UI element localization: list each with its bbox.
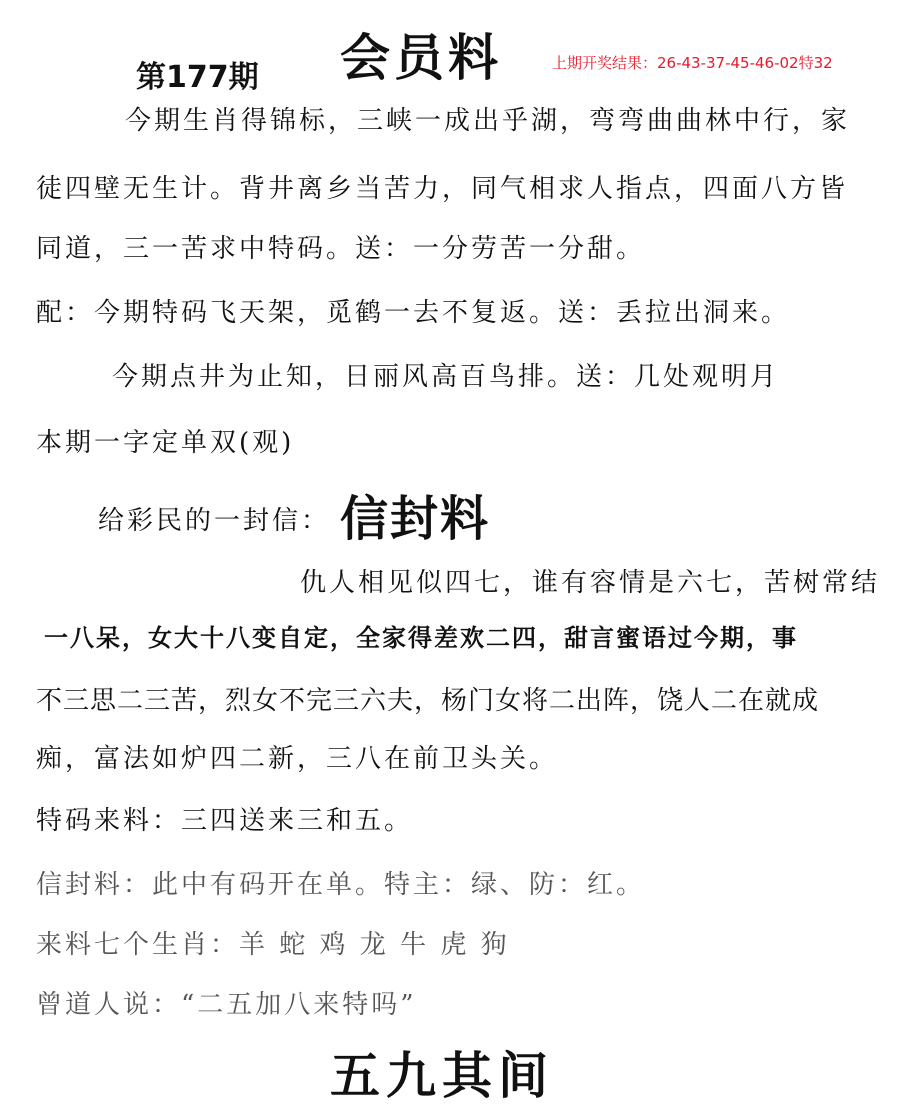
- poem-line-2: 徒四壁无生计。背井离乡当苦力，同气相求人指点，四面八方皆: [36, 174, 849, 204]
- single-double-line: 本期一字定单双(观): [36, 428, 295, 458]
- letter-line-1: 仇人相见似四七，谁有容情是六七，苦树常结: [300, 568, 881, 598]
- poem-line-3: 同道，三一苦求中特码。送：一分劳苦一分甜。: [36, 234, 646, 264]
- footer-hint: 五九其间: [330, 1046, 554, 1105]
- riddle-line: 今期点井为止知，日丽风高百鸟排。送：几处观明月: [112, 362, 780, 392]
- letter-line-4: 痴，富法如炉四二新，三八在前卫头关。: [36, 744, 559, 774]
- page-title: 会员料: [340, 28, 502, 87]
- poem-line-1: 今期生肖得锦标，三峡一成出乎湖，弯弯曲曲林中行，家: [125, 106, 851, 136]
- last-draw-result: 上期开奖结果：26-43-37-45-46-02特32: [552, 54, 833, 72]
- letter-intro: 给彩民的一封信：: [98, 506, 331, 536]
- envelope-line: 信封料：此中有码开在单。特主：绿、防：红。: [36, 870, 646, 900]
- special-code-line: 特码来料：三四送来三和五。: [36, 806, 414, 836]
- pair-line: 配：今期特码飞天架，觅鹤一去不复返。送：丢拉出洞来。: [36, 298, 791, 328]
- letter-title: 信封料: [340, 491, 491, 547]
- letter-line-3: 不三思二三苦，烈女不完三六夫，杨门女将二出阵，饶人二在就成: [36, 686, 820, 716]
- letter-line-2: 一八呆，女大十八变自定，全家得差欢二四，甜言蜜语过今期，事: [44, 623, 798, 652]
- taoist-line: 曾道人说：“二五加八来特吗”: [36, 990, 417, 1020]
- zodiac-line: 来料七个生肖：羊 蛇 鸡 龙 牛 虎 狗: [36, 930, 510, 960]
- issue-number: 第177期: [136, 60, 259, 95]
